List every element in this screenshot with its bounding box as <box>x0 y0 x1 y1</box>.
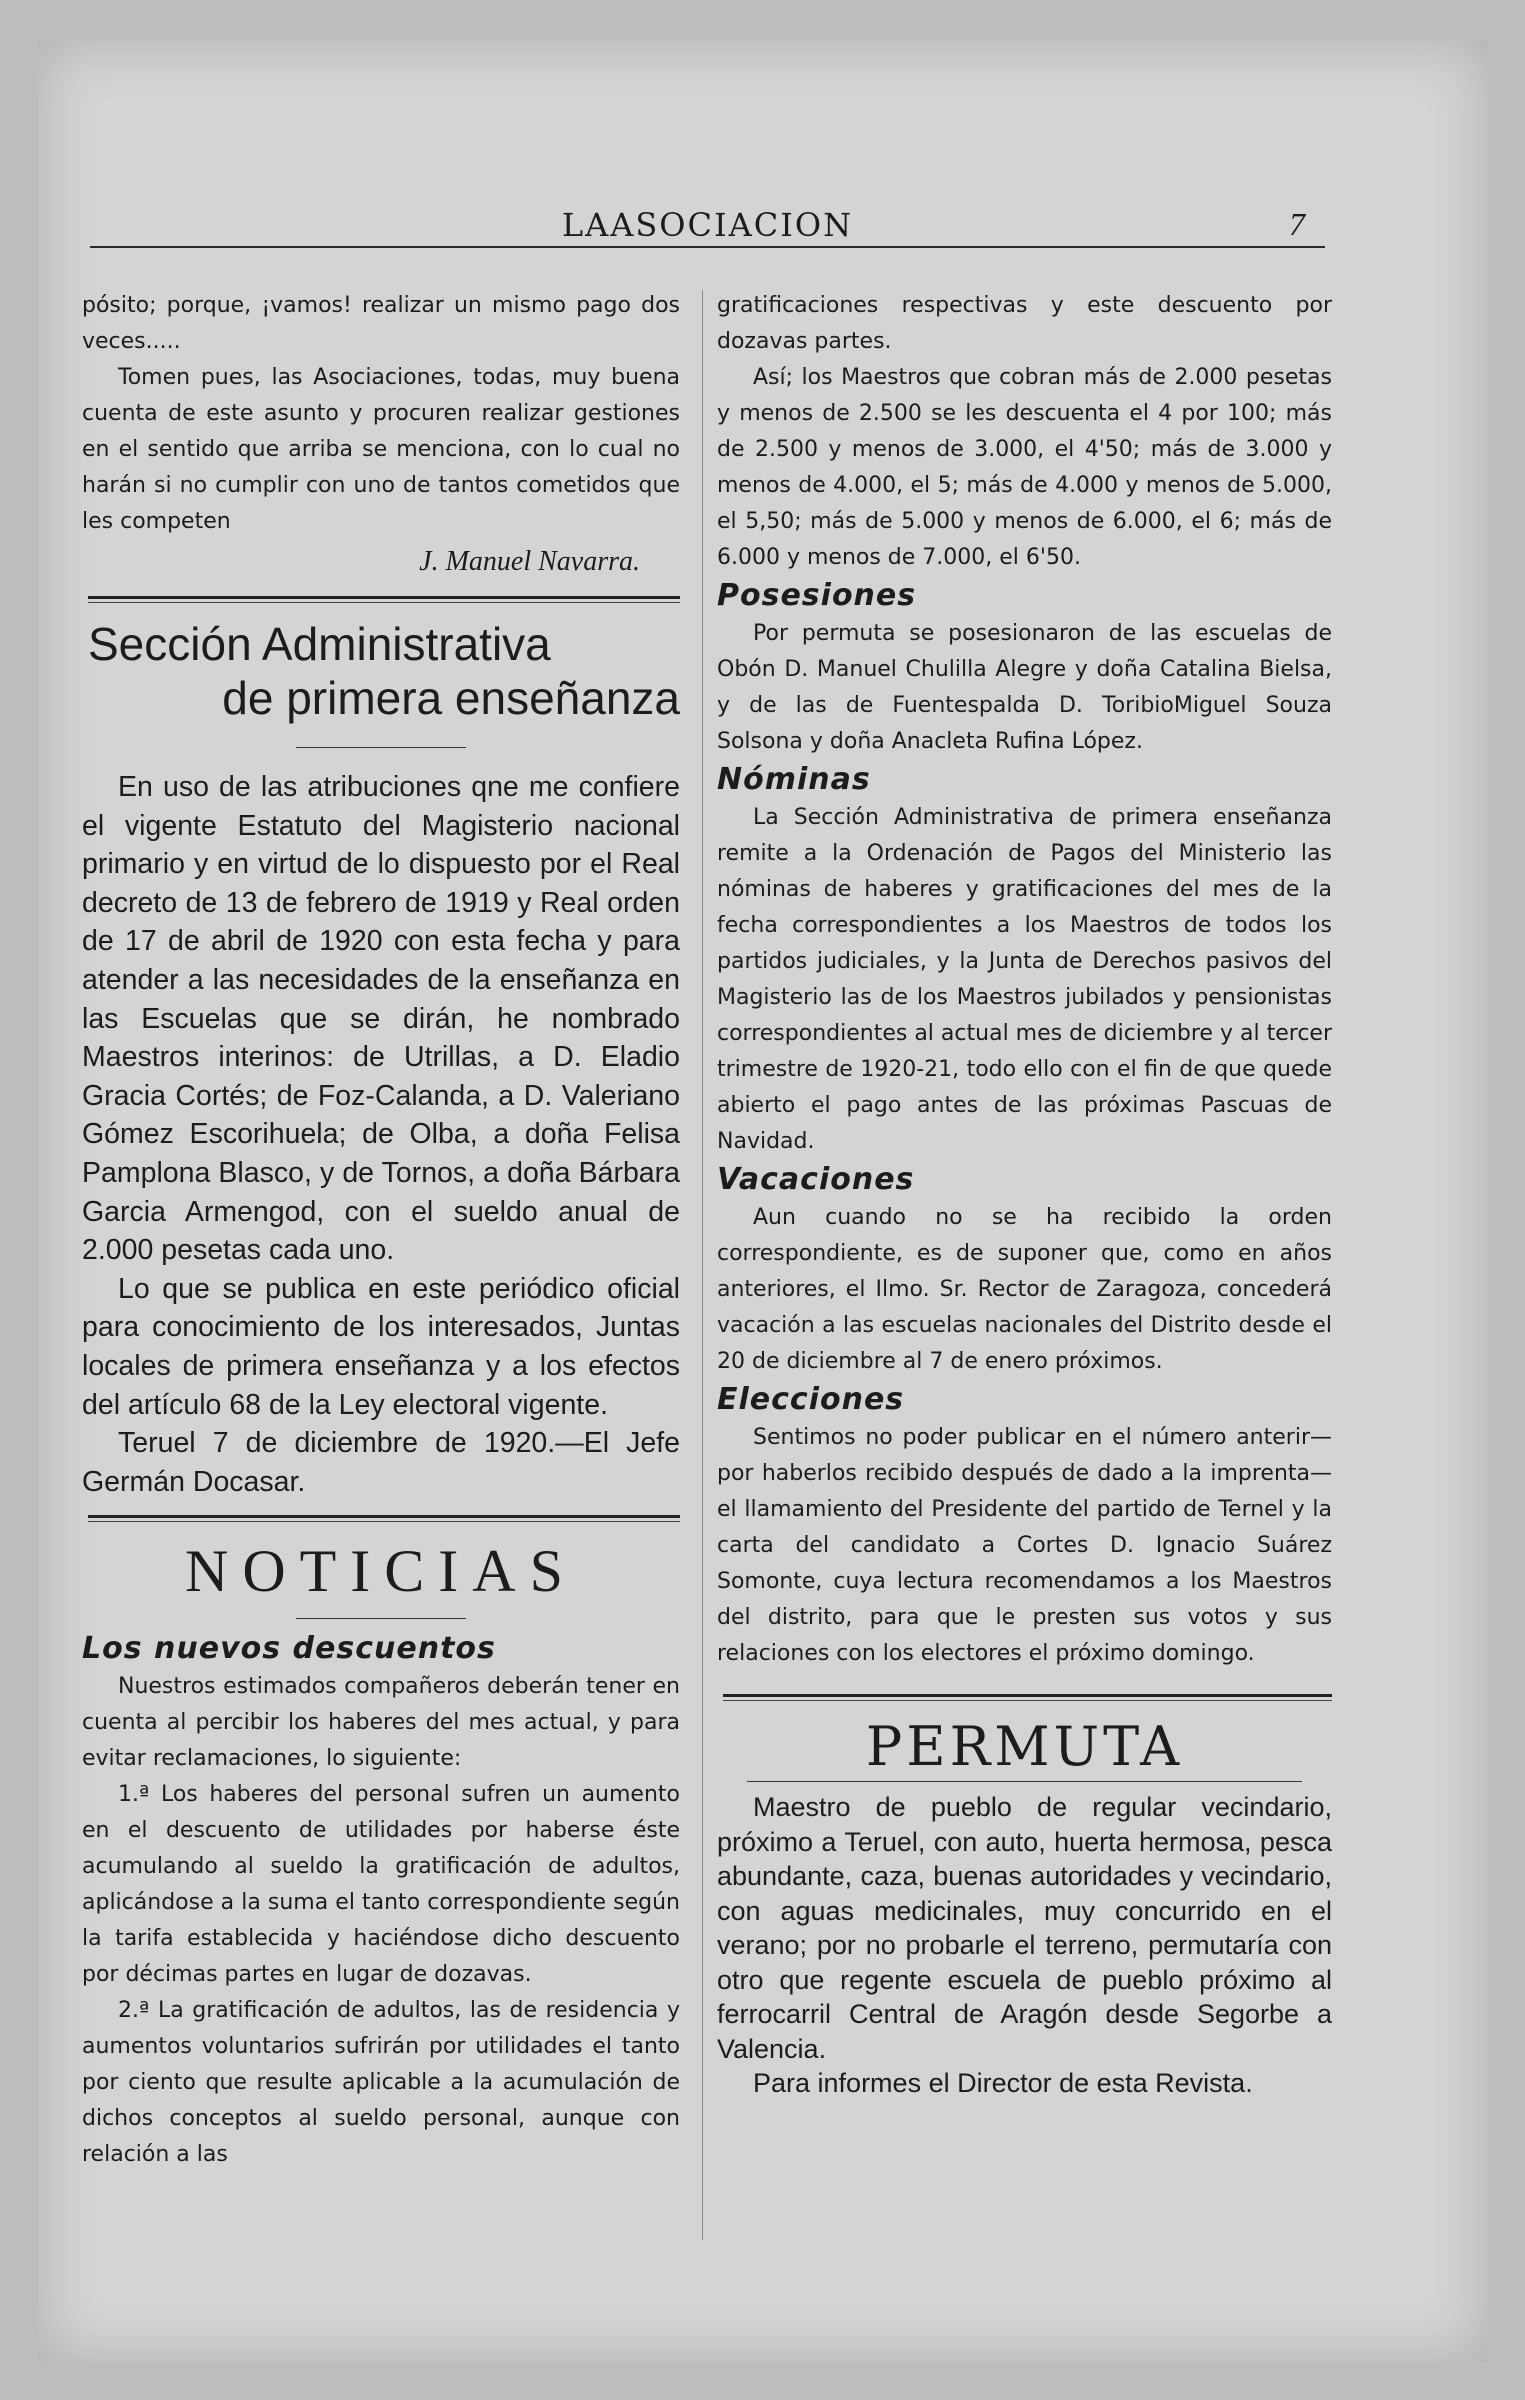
nuevos-paragraph-1: Nuestros estimados compañeros deberán tener en cuenta al percibir los haberes del mes actual, y para evitar reclamaciones, lo siguiente: <box>82 1674 680 1772</box>
permuta-paragraph-1: Maestro de pueblo de regular vecindario, próximo a Teruel, con auto, huerta hermosa, pesca abundante, caza, buenas autoridades y vecindario, con aguas medicinales, muy concurrido en el verano; por no probarle el terreno, permutaría con otro que regente escuela de pueblo próximo al ferrocarril Central de Aragón desde Segorbe a Valencia. <box>717 1792 1332 2064</box>
section-paragraph-3: Teruel 7 de diciembre de 1920.—El Jefe Germán Docasar. <box>82 1427 680 1498</box>
page-header <box>90 206 1325 250</box>
noticias-short-rule <box>296 1618 466 1619</box>
posesiones-heading: Posesiones <box>717 578 917 613</box>
nominas-text: La Sección Administrativa de primera enseñanza remite a la Ordenación de Pagos del Ministerio las nóminas de haberes y gratificaciones del mes de la fecha correspondientes a los Maestros de todos los partidos judiciales, y la Junta de Derechos pasivos del Magisterio las de los Maestros jubilados y pensionistas correspondientes al actual mes de diciembre y al tercer trimestre de 1920-21, todo ello con el fin de que quede abierto el pago antes de las próximas Pascuas de Navidad. <box>717 805 1332 1154</box>
masthead-title: LAASOCIACION <box>561 206 854 244</box>
short-divider <box>296 747 466 748</box>
vacaciones-heading: Vacaciones <box>717 1162 915 1197</box>
section-paragraph-2: Lo que se publica en este periódico oficial para conocimiento de los interesados, Juntas locales de primera enseñanza y a los efectos del artículo 68 de la Ley electoral vigente. <box>82 1272 680 1421</box>
nuevos-descuentos-heading: Los nuevos descuentos <box>82 1631 496 1667</box>
right-intro-paragraph-1: gratificaciones respectivas y este descuento por dozavas partes. <box>717 293 1332 354</box>
permuta-paragraph-2: Para informes el Director de esta Revista. <box>753 2068 1253 2098</box>
section-title-line2: de primera enseñanza <box>222 672 680 724</box>
vacaciones-text: Aun cuando no se ha recibido la orden correspondiente, es de suponer que, como en años anteriores, el Ilmo. Sr. Rector de Zaragoza, concederá vacación a las escuelas nacionales del Distrito desde el 20 de diciembre al 7 de enero próximos. <box>717 1205 1332 1374</box>
right-intro-paragraph-2: Así; los Maestros que cobran más de 2.000 pesetas y menos de 2.500 se les descuenta el 4 por 100; más de 2.500 y menos de 3.000, el 4'50; más de 3.000 y menos de 4.000, el 5; más de 4.000 y menos de 5.000, el 5,50; más de 5.000 y menos de 6.000, el 6; más de 6.000 y menos de 7.000, el 6'50. <box>717 365 1332 570</box>
section-divider <box>88 596 680 603</box>
noticias-title: NOTICIAS <box>185 1538 577 1605</box>
permuta-divider <box>723 1694 1332 1701</box>
intro-paragraph-1: pósito; porque, ¡vamos! realizar un mismo pago dos veces..... <box>82 293 680 354</box>
permuta-title: PERMUTA <box>865 1715 1184 1778</box>
intro-paragraph-2: Tomen pues, las Asociaciones, todas, muy buena cuenta de este asunto y procuren realizar gestiones en el sentido que arriba se menciona, con lo cual no harán si no cumplir con uno de tantos cometidos que les competen <box>82 365 680 534</box>
left-column <box>82 288 680 2173</box>
nuevos-paragraph-2: 1.ª Los haberes del personal sufren un aumento en el descuento de utilidades por haberse éste acumulando al sueldo la gratificación de adultos, aplicándose a la suma el tanto correspondiente según la tarifa establecida y haciéndose dicho descuento por décimas partes en lugar de dozavas. <box>82 1782 680 1988</box>
noticias-divider <box>88 1515 680 1522</box>
header-rule <box>90 246 1325 248</box>
permuta-underline <box>747 1781 1302 1782</box>
elecciones-heading: Elecciones <box>717 1382 905 1417</box>
elecciones-text: Sentimos no poder publicar en el número anterir—por haberlos recibido después de dado a la imprenta—el llamamiento del Presidente del partido de Ternel y la carta del candidato a Cortes D. Ignacio Suárez Somonte, cuya lectura recomendamos a los Maestros del distrito, para que le presten sus votos y sus relaciones con los electores el próximo domingo. <box>717 1425 1332 1666</box>
page-number: 7 <box>1289 206 1305 242</box>
column-divider <box>702 290 703 2240</box>
section-title-line1: Sección Administrativa <box>88 618 551 670</box>
section-paragraph-1: En uso de las atribuciones qne me confiere el vigente Estatuto del Magisterio nacional primario y en virtud de lo dispuesto por el Real decreto de 13 de febrero de 1919 y Real orden de 17 de abril de 1920 con esta fecha y para atender a las necesidades de la enseñanza en las Escuelas que se dirán, he nombrado Maestros interinos: de Utrillas, a D. Eladio Gracia Cortés; de Foz-Calanda, a D. Valeriano Gómez Escorihuela; de Olba, a doña Felisa Pamplona Blasco, y de Tornos, a doña Bárbara Garcia Armengod, con el sueldo anual de 2.000 pesetas cada uno. <box>82 771 680 1267</box>
right-column <box>717 288 1332 2101</box>
nuevos-paragraph-3: 2.ª La gratificación de adultos, las de residencia y aumentos voluntarios sufrirán por utilidades el tanto por ciento que resulte aplicable a la acumulación de dichos conceptos al sueldo personal, aunque con relación a las <box>82 1998 680 2168</box>
posesiones-text: Por permuta se posesionaron de las escuelas de Obón D. Manuel Chulilla Alegre y doña Catalina Bielsa, y de las de Fuentespalda D. ToribioMiguel Souza Solsona y doña Anacleta Rufina López. <box>717 621 1332 754</box>
nominas-heading: Nóminas <box>717 762 871 797</box>
signature: J. Manuel Navarra. <box>419 546 640 577</box>
